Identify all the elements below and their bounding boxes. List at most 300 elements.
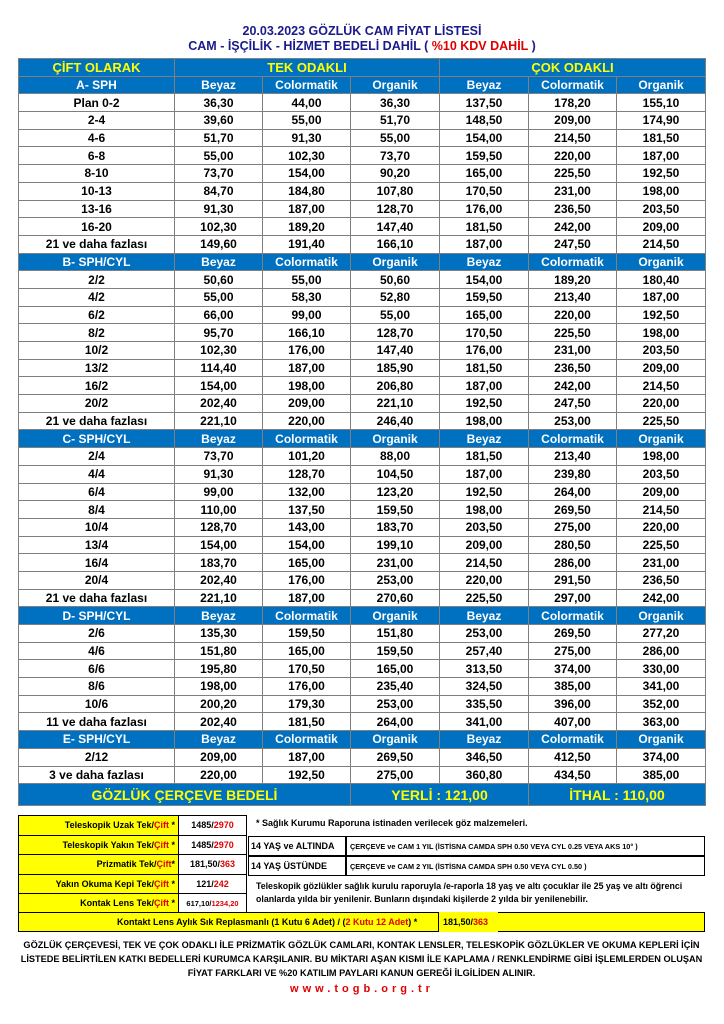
price-cell: 253,00 <box>440 625 529 643</box>
price-cell: 165,00 <box>440 306 529 324</box>
row-label: 2/4 <box>19 448 175 466</box>
price-cell: 55,00 <box>175 288 263 306</box>
price-cell: 101,20 <box>263 448 351 466</box>
price-cell: 176,00 <box>263 678 351 696</box>
price-cell: 236,50 <box>617 571 706 589</box>
row-label: 4/2 <box>19 288 175 306</box>
price-cell: 165,00 <box>263 642 351 660</box>
section-header-row <box>19 607 706 625</box>
price-cell: 330,00 <box>617 660 706 678</box>
price-cell: 176,00 <box>263 342 351 360</box>
side-value-a: 121/ <box>196 878 214 889</box>
price-cell: 246,40 <box>351 412 440 430</box>
page-header <box>0 24 724 54</box>
row-label: 16/4 <box>19 554 175 572</box>
price-cell: 90,20 <box>351 165 440 183</box>
price-cell: 55,00 <box>175 147 263 165</box>
price-cell: 313,50 <box>440 660 529 678</box>
price-cell: 181,50 <box>440 218 529 236</box>
price-cell: 187,00 <box>617 288 706 306</box>
page-title: 20.03.2023 GÖZLÜK CAM FİYAT LİSTESİ <box>242 24 482 38</box>
sub-column-label: Organik <box>617 731 706 749</box>
subtitle-end: ) <box>528 39 536 53</box>
price-cell: 199,10 <box>351 536 440 554</box>
price-cell: 179,30 <box>263 695 351 713</box>
price-cell: 73,70 <box>175 165 263 183</box>
table-row <box>19 218 706 236</box>
sub-column-label: Organik <box>351 607 440 625</box>
price-cell: 91,30 <box>175 465 263 483</box>
price-cell: 137,50 <box>440 94 529 112</box>
price-cell: 412,50 <box>529 748 617 766</box>
sub-column-label: Colormatik <box>263 731 351 749</box>
price-cell: 209,00 <box>617 483 706 501</box>
price-cell: 214,50 <box>617 377 706 395</box>
side-label-a: Yakın Okuma Kepi Tek/ <box>55 878 154 889</box>
price-cell: 225,50 <box>529 165 617 183</box>
side-value <box>179 835 247 855</box>
row-label: 3 ve daha fazlası <box>19 766 175 784</box>
price-cell: 220,00 <box>263 412 351 430</box>
price-cell: 220,00 <box>175 766 263 784</box>
price-cell: 269,50 <box>529 501 617 519</box>
price-cell: 221,10 <box>175 412 263 430</box>
row-label: 8-10 <box>19 165 175 183</box>
side-value-a: 617,10/ <box>186 898 212 908</box>
price-cell: 198,00 <box>440 501 529 519</box>
price-cell: 214,50 <box>617 501 706 519</box>
side-label-b: * <box>168 820 175 831</box>
price-cell: 242,00 <box>617 589 706 607</box>
price-cell: 341,00 <box>440 713 529 731</box>
col-cok-header: ÇOK ODAKLI <box>440 59 706 77</box>
price-cell: 151,80 <box>175 642 263 660</box>
sub-column-label: Colormatik <box>529 607 617 625</box>
price-cell: 181,50 <box>440 359 529 377</box>
price-cell: 170,50 <box>440 182 529 200</box>
price-cell: 225,50 <box>529 324 617 342</box>
row-label: 10/2 <box>19 342 175 360</box>
price-cell: 99,00 <box>263 306 351 324</box>
price-cell: 407,00 <box>529 713 617 731</box>
price-cell: 221,10 <box>175 589 263 607</box>
table-row <box>19 235 706 253</box>
price-cell: 151,80 <box>351 625 440 643</box>
price-cell: 165,00 <box>263 554 351 572</box>
table-row <box>19 518 706 536</box>
sub-column-label: Organik <box>617 430 706 448</box>
sub-column-label: Beyaz <box>175 76 263 94</box>
subtitle-text: CAM - İŞÇİLİK - HİZMET BEDELİ DAHİL ( <box>188 39 432 53</box>
side-label-red: Çift <box>153 878 169 889</box>
sub-column-label: Organik <box>617 607 706 625</box>
price-cell: 176,00 <box>440 200 529 218</box>
price-cell: 236,50 <box>529 359 617 377</box>
price-cell: 73,70 <box>351 147 440 165</box>
price-cell: 209,00 <box>529 112 617 130</box>
price-cell: 203,50 <box>617 465 706 483</box>
table-row <box>19 412 706 430</box>
side-label-red: Çift <box>153 839 169 850</box>
price-cell: 51,70 <box>351 112 440 130</box>
kontakt-lens-label <box>117 917 417 927</box>
price-cell: 170,50 <box>263 660 351 678</box>
price-cell: 220,00 <box>617 395 706 413</box>
table-row <box>19 465 706 483</box>
table-row <box>19 182 706 200</box>
sub-column-label: Colormatik <box>263 430 351 448</box>
side-value-red: 363 <box>220 859 236 870</box>
row-label: 21 ve daha fazlası <box>19 412 175 430</box>
price-cell: 174,90 <box>617 112 706 130</box>
price-cell: 185,90 <box>351 359 440 377</box>
price-cell: 149,60 <box>175 235 263 253</box>
price-cell: 269,50 <box>529 625 617 643</box>
section-header-row <box>19 76 706 94</box>
price-cell: 154,00 <box>175 377 263 395</box>
row-label: Plan 0-2 <box>19 94 175 112</box>
table-row <box>19 536 706 554</box>
price-cell: 148,50 <box>440 112 529 130</box>
section-name: E- SPH/CYL <box>19 731 175 749</box>
price-cell: 202,40 <box>175 571 263 589</box>
table-row <box>19 200 706 218</box>
price-cell: 264,00 <box>351 713 440 731</box>
table-row <box>19 678 706 696</box>
row-label: 13/2 <box>19 359 175 377</box>
price-cell: 135,30 <box>175 625 263 643</box>
sub-column-label: Organik <box>351 731 440 749</box>
price-cell: 385,00 <box>617 766 706 784</box>
kontakt-lens-label-a: Kontakt Lens Aylık Sık Replasmanlı (1 Kutu 6 Adet) / ( <box>117 917 346 927</box>
side-label-b: * <box>168 898 175 909</box>
website-link[interactable]: www.togb.org.tr <box>290 983 434 995</box>
section-name: B- SPH/CYL <box>19 253 175 271</box>
price-cell: 220,00 <box>440 571 529 589</box>
side-label-a: Kontak Lens Tek/ <box>80 898 154 909</box>
price-cell: 192,50 <box>263 766 351 784</box>
price-cell: 128,70 <box>263 465 351 483</box>
price-cell: 324,50 <box>440 678 529 696</box>
price-cell: 50,60 <box>175 271 263 289</box>
price-cell: 374,00 <box>529 660 617 678</box>
age-under-label: 14 YAŞ ve ALTINDA <box>248 836 346 856</box>
table-row <box>19 554 706 572</box>
price-cell: 107,80 <box>351 182 440 200</box>
section-name: A- SPH <box>19 76 175 94</box>
price-cell: 264,00 <box>529 483 617 501</box>
price-cell: 192,50 <box>440 395 529 413</box>
price-cell: 270,60 <box>351 589 440 607</box>
table-row <box>19 288 706 306</box>
row-label: 6/4 <box>19 483 175 501</box>
price-cell: 346,50 <box>440 748 529 766</box>
side-row <box>19 894 247 914</box>
side-row <box>19 855 247 875</box>
side-label-b: * <box>171 859 175 870</box>
row-label: 4-6 <box>19 129 175 147</box>
price-cell: 128,70 <box>351 200 440 218</box>
side-value-a: 1485/ <box>191 820 214 831</box>
table-row <box>19 377 706 395</box>
price-cell: 39,60 <box>175 112 263 130</box>
price-cell: 247,50 <box>529 235 617 253</box>
price-cell: 187,00 <box>440 377 529 395</box>
price-cell: 253,00 <box>351 571 440 589</box>
section-name: D- SPH/CYL <box>19 607 175 625</box>
price-cell: 166,10 <box>351 235 440 253</box>
price-cell: 220,00 <box>529 306 617 324</box>
price-cell: 128,70 <box>351 324 440 342</box>
side-row <box>19 835 247 855</box>
price-cell: 128,70 <box>175 518 263 536</box>
price-cell: 225,50 <box>617 412 706 430</box>
price-cell: 183,70 <box>175 554 263 572</box>
table-header-row <box>19 59 706 77</box>
row-label: 4/4 <box>19 465 175 483</box>
price-cell: 280,50 <box>529 536 617 554</box>
price-table <box>18 58 706 806</box>
sub-column-label: Colormatik <box>529 731 617 749</box>
price-cell: 198,00 <box>175 678 263 696</box>
teleskopik-note: Teleskopik gözlükler sağlık kurulu raporuyla /e-raporla 18 yaş ve altı çocuklar ile 25 yaş ve altı öğrenci olanlarda yılda bir yenilenir. Bunların dışındaki kişilerde 2 yılda bir yenilenebilir. <box>256 881 683 904</box>
frame-price-row <box>19 784 706 806</box>
price-cell: 225,50 <box>617 536 706 554</box>
price-cell: 247,50 <box>529 395 617 413</box>
price-cell: 253,00 <box>351 695 440 713</box>
price-cell: 95,70 <box>175 324 263 342</box>
price-cell: 239,80 <box>529 465 617 483</box>
price-cell: 286,00 <box>529 554 617 572</box>
table-row <box>19 713 706 731</box>
row-label: 13-16 <box>19 200 175 218</box>
kontakt-lens-row <box>18 912 705 932</box>
price-cell: 275,00 <box>529 642 617 660</box>
price-cell: 220,00 <box>529 147 617 165</box>
price-cell: 214,50 <box>617 235 706 253</box>
kontakt-lens-value-red: 363 <box>473 917 489 927</box>
saglik-note: * Sağlık Kurumu Raporuna istinaden verilecek göz malzemeleri. <box>256 818 528 828</box>
table-row <box>19 165 706 183</box>
side-value-red: 2970 <box>213 839 234 850</box>
price-cell: 159,50 <box>351 501 440 519</box>
price-cell: 143,00 <box>263 518 351 536</box>
table-row <box>19 625 706 643</box>
price-cell: 88,00 <box>351 448 440 466</box>
section-header-row <box>19 731 706 749</box>
section-name: C- SPH/CYL <box>19 430 175 448</box>
age-under-text: ÇERÇEVE ve CAM 1 YIL (İSTİSNA CAMDA SPH 0.50 VEYA CYL 0.25 VEYA AKS 10° ) <box>346 836 705 856</box>
side-label-a: Prizmatik Tek/ <box>96 859 157 870</box>
side-row <box>19 816 247 836</box>
price-cell: 203,50 <box>617 200 706 218</box>
price-cell: 55,00 <box>263 271 351 289</box>
price-cell: 187,00 <box>263 359 351 377</box>
price-cell: 91,30 <box>175 200 263 218</box>
price-cell: 84,70 <box>175 182 263 200</box>
price-cell: 154,00 <box>175 536 263 554</box>
price-cell: 114,40 <box>175 359 263 377</box>
side-value-a: 181,50/ <box>189 859 220 870</box>
sub-column-label: Beyaz <box>440 76 529 94</box>
price-cell: 209,00 <box>175 748 263 766</box>
table-row <box>19 695 706 713</box>
price-cell: 236,50 <box>529 200 617 218</box>
row-label: 8/2 <box>19 324 175 342</box>
price-cell: 110,00 <box>175 501 263 519</box>
price-cell: 275,00 <box>529 518 617 536</box>
sub-column-label: Beyaz <box>175 430 263 448</box>
side-label-red: Çift <box>156 859 172 870</box>
price-cell: 198,00 <box>617 324 706 342</box>
page-subtitle <box>0 39 724 54</box>
row-label: 2/2 <box>19 271 175 289</box>
row-label: 10/4 <box>19 518 175 536</box>
sub-column-label: Organik <box>617 76 706 94</box>
price-cell: 36,30 <box>175 94 263 112</box>
price-cell: 183,70 <box>351 518 440 536</box>
side-label <box>19 835 179 855</box>
side-label-red: Çift <box>153 898 169 909</box>
subtitle-kdv: %10 KDV DAHİL <box>431 39 529 53</box>
price-cell: 360,80 <box>440 766 529 784</box>
side-label <box>19 816 179 836</box>
sub-column-label: Organik <box>351 430 440 448</box>
price-cell: 203,50 <box>617 342 706 360</box>
price-cell: 231,00 <box>351 554 440 572</box>
price-cell: 104,50 <box>351 465 440 483</box>
row-label: 21 ve daha fazlası <box>19 235 175 253</box>
age-over-text: ÇERÇEVE ve CAM 2 YIL (İSTİSNA CAMDA SPH 0.50 VEYA CYL 0.50 ) <box>346 856 705 876</box>
price-cell: 209,00 <box>617 359 706 377</box>
price-cell: 99,00 <box>175 483 263 501</box>
row-label: 16/2 <box>19 377 175 395</box>
sub-column-label: Beyaz <box>175 731 263 749</box>
price-cell: 187,00 <box>263 748 351 766</box>
price-cell: 159,50 <box>440 147 529 165</box>
frame-price-ithal: İTHAL : 110,00 <box>529 784 706 806</box>
price-cell: 192,50 <box>617 306 706 324</box>
sub-column-label: Colormatik <box>529 253 617 271</box>
sub-column-label: Beyaz <box>175 253 263 271</box>
sub-column-label: Organik <box>617 253 706 271</box>
price-cell: 253,00 <box>529 412 617 430</box>
kontakt-lens-value <box>438 912 498 932</box>
price-cell: 225,50 <box>440 589 529 607</box>
row-label: 8/4 <box>19 501 175 519</box>
table-row <box>19 642 706 660</box>
price-cell: 291,50 <box>529 571 617 589</box>
side-value-a: 1485/ <box>191 839 214 850</box>
side-label-b: * <box>168 878 175 889</box>
row-label: 2-4 <box>19 112 175 130</box>
price-cell: 181,50 <box>440 448 529 466</box>
price-cell: 165,00 <box>440 165 529 183</box>
sub-column-label: Colormatik <box>263 253 351 271</box>
sub-column-label: Beyaz <box>440 607 529 625</box>
price-cell: 269,50 <box>351 748 440 766</box>
price-cell: 166,10 <box>263 324 351 342</box>
price-cell: 159,50 <box>440 288 529 306</box>
row-label: 21 ve daha fazlası <box>19 589 175 607</box>
table-row <box>19 571 706 589</box>
side-value <box>179 874 247 894</box>
price-cell: 51,70 <box>175 129 263 147</box>
price-cell: 235,40 <box>351 678 440 696</box>
price-cell: 181,50 <box>263 713 351 731</box>
side-label <box>19 855 179 875</box>
sub-column-label: Beyaz <box>440 253 529 271</box>
price-cell: 297,00 <box>529 589 617 607</box>
table-row <box>19 94 706 112</box>
price-cell: 277,20 <box>617 625 706 643</box>
price-cell: 176,00 <box>263 571 351 589</box>
price-cell: 374,00 <box>617 748 706 766</box>
price-cell: 257,40 <box>440 642 529 660</box>
price-cell: 198,00 <box>263 377 351 395</box>
price-cell: 231,00 <box>617 554 706 572</box>
price-cell: 181,50 <box>617 129 706 147</box>
row-label: 8/6 <box>19 678 175 696</box>
price-cell: 213,40 <box>529 288 617 306</box>
price-cell: 286,00 <box>617 642 706 660</box>
sub-column-label: Beyaz <box>440 430 529 448</box>
price-cell: 176,00 <box>440 342 529 360</box>
table-row <box>19 766 706 784</box>
side-value <box>179 894 247 914</box>
price-cell: 187,00 <box>263 589 351 607</box>
price-cell: 187,00 <box>263 200 351 218</box>
price-cell: 191,40 <box>263 235 351 253</box>
kontakt-lens-value-a: 181,50/ <box>443 917 474 927</box>
kontakt-lens-label-red: 2 Kutu 12 Adet <box>345 917 409 927</box>
bottom-notice: GÖZLÜK ÇERÇEVESİ, TEK VE ÇOK ODAKLI İLE PRİZMATİK GÖZLÜK CAMLARI, KONTAK LENSLER, TELESKOPİK GÖZLÜKLER VE OKUMA KEPLERİ İÇİN LİSTEDE BELİRTİLEN KATKI BEDELLERİ KURUMCA KARŞILANIR. BU MİKTARI AŞAN KISMI İLE KAPLAMA / RENKLENDİRME GİBİ İŞLEMLERDEN OLUŞAN FİYAT FARKLARI VE %20 KATILIM PAYLARI KANUN GEREĞİ İLGİLİDEN ALINIR. <box>20 940 703 978</box>
price-cell: 91,30 <box>263 129 351 147</box>
sub-column-label: Colormatik <box>529 430 617 448</box>
row-label: 2/12 <box>19 748 175 766</box>
price-cell: 200,20 <box>175 695 263 713</box>
price-cell: 221,10 <box>351 395 440 413</box>
sub-column-label: Colormatik <box>529 76 617 94</box>
price-cell: 178,20 <box>529 94 617 112</box>
price-cell: 44,00 <box>263 94 351 112</box>
sub-column-label: Colormatik <box>263 76 351 94</box>
table-row <box>19 660 706 678</box>
price-cell: 209,00 <box>263 395 351 413</box>
price-cell: 147,40 <box>351 218 440 236</box>
price-cell: 231,00 <box>529 342 617 360</box>
price-cell: 52,80 <box>351 288 440 306</box>
price-cell: 352,00 <box>617 695 706 713</box>
side-value <box>179 816 247 836</box>
price-cell: 102,30 <box>175 342 263 360</box>
price-cell: 192,50 <box>440 483 529 501</box>
side-value <box>179 855 247 875</box>
price-cell: 102,30 <box>263 147 351 165</box>
price-cell: 385,00 <box>529 678 617 696</box>
price-cell: 242,00 <box>529 377 617 395</box>
col-first-header: ÇİFT OLARAK <box>19 59 175 77</box>
table-row <box>19 589 706 607</box>
age-over-label: 14 YAŞ ÜSTÜNDE <box>248 856 346 876</box>
price-cell: 206,80 <box>351 377 440 395</box>
price-cell: 170,50 <box>440 324 529 342</box>
side-value-red: 242 <box>213 878 229 889</box>
row-label: 11 ve daha fazlası <box>19 713 175 731</box>
price-cell: 187,00 <box>617 147 706 165</box>
col-tek-header: TEK ODAKLI <box>175 59 440 77</box>
row-label: 6/2 <box>19 306 175 324</box>
